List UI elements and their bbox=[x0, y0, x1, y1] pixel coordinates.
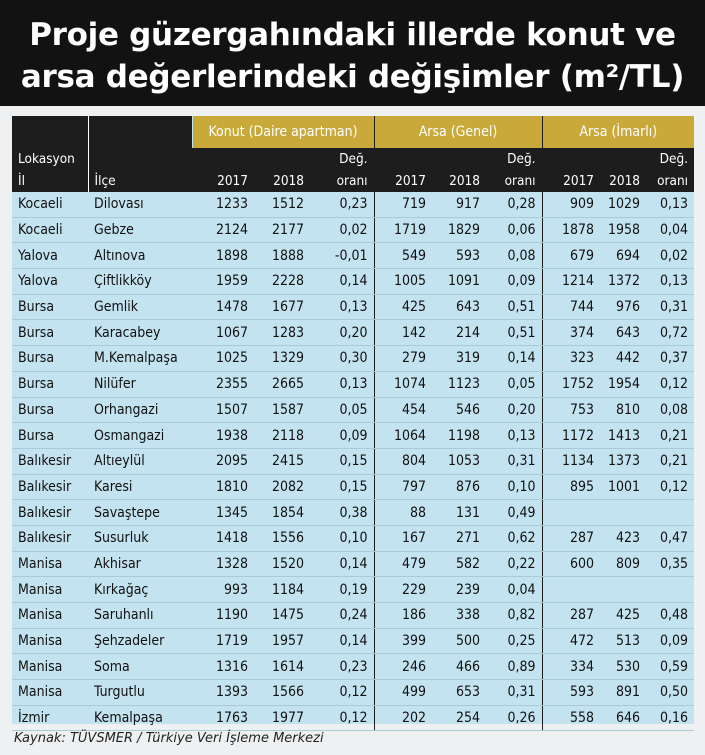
cell-imarli-2018: 1954 bbox=[600, 371, 646, 397]
cell-imarli-2018 bbox=[600, 577, 646, 603]
cell-arsa-oran: 0,89 bbox=[486, 654, 542, 680]
cell-konut-2018: 1677 bbox=[254, 294, 310, 320]
cell-arsa-oran: 0,25 bbox=[486, 628, 542, 654]
cell-arsa-2018: 643 bbox=[432, 294, 486, 320]
cell-il: Balıkesir bbox=[12, 525, 88, 551]
cell-imarli-oran: 0,02 bbox=[646, 243, 694, 269]
cell-imarli-2018: 1029 bbox=[600, 192, 646, 217]
cell-konut-oran: 0,15 bbox=[310, 448, 374, 474]
header-2017-imarli: 2017 bbox=[542, 169, 600, 192]
cell-konut-2017: 1938 bbox=[192, 423, 254, 449]
cell-konut-2018: 2177 bbox=[254, 217, 310, 243]
cell-imarli-2017: 374 bbox=[542, 320, 600, 346]
cell-arsa-2017: 1719 bbox=[374, 217, 432, 243]
corner-cell-1 bbox=[12, 116, 88, 148]
cell-il: Manisa bbox=[12, 654, 88, 680]
cell-imarli-2018: 1001 bbox=[600, 474, 646, 500]
cell-konut-oran: 0,13 bbox=[310, 371, 374, 397]
cell-arsa-2017: 229 bbox=[374, 577, 432, 603]
title-band bbox=[0, 0, 705, 106]
table-body bbox=[12, 192, 694, 731]
header-2018-imarli: 2018 bbox=[600, 169, 646, 192]
table-row bbox=[12, 551, 694, 577]
cell-konut-2017: 993 bbox=[192, 577, 254, 603]
corner-cell-2 bbox=[88, 116, 192, 148]
cell-konut-2017: 2095 bbox=[192, 448, 254, 474]
header-blank bbox=[254, 148, 310, 169]
cell-imarli-2017: 1878 bbox=[542, 217, 600, 243]
cell-imarli-oran: 0,35 bbox=[646, 551, 694, 577]
cell-konut-2017: 1959 bbox=[192, 269, 254, 295]
cell-arsa-2017: 549 bbox=[374, 243, 432, 269]
header-il: İl bbox=[12, 169, 88, 192]
cell-konut-oran: 0,12 bbox=[310, 680, 374, 706]
title-line-1: Proje güzergahındaki illerde konut ve bbox=[29, 17, 676, 53]
cell-konut-2018: 2118 bbox=[254, 423, 310, 449]
cell-imarli-oran: 0,48 bbox=[646, 603, 694, 629]
cell-imarli-oran: 0,12 bbox=[646, 371, 694, 397]
cell-arsa-oran: 0,06 bbox=[486, 217, 542, 243]
cell-imarli-oran: 0,31 bbox=[646, 294, 694, 320]
header-oran-konut: oranı bbox=[310, 169, 374, 192]
header-2018-konut: 2018 bbox=[254, 169, 310, 192]
cell-imarli-2018: 442 bbox=[600, 346, 646, 372]
cell-ilce: Akhisar bbox=[88, 551, 192, 577]
table-row bbox=[12, 243, 694, 269]
cell-imarli-2018: 1372 bbox=[600, 269, 646, 295]
cell-arsa-oran: 0,20 bbox=[486, 397, 542, 423]
cell-konut-2017: 2124 bbox=[192, 217, 254, 243]
table-row bbox=[12, 680, 694, 706]
cell-imarli-2017: 472 bbox=[542, 628, 600, 654]
cell-ilce: Nilüfer bbox=[88, 371, 192, 397]
cell-ilce: Karacabey bbox=[88, 320, 192, 346]
cell-il: Manisa bbox=[12, 577, 88, 603]
cell-konut-oran: 0,14 bbox=[310, 628, 374, 654]
table-row bbox=[12, 577, 694, 603]
cell-ilce: Orhangazi bbox=[88, 397, 192, 423]
cell-konut-2018: 1854 bbox=[254, 500, 310, 526]
cell-imarli-oran: 0,13 bbox=[646, 269, 694, 295]
table-row bbox=[12, 654, 694, 680]
cell-arsa-2018: 254 bbox=[432, 705, 486, 731]
cell-imarli-oran: 0,47 bbox=[646, 525, 694, 551]
table-row bbox=[12, 628, 694, 654]
cell-ilce: Dilovası bbox=[88, 192, 192, 217]
cell-arsa-2017: 399 bbox=[374, 628, 432, 654]
cell-konut-2017: 1507 bbox=[192, 397, 254, 423]
cell-imarli-oran: 0,50 bbox=[646, 680, 694, 706]
cell-arsa-2017: 1074 bbox=[374, 371, 432, 397]
cell-il: Balıkesir bbox=[12, 448, 88, 474]
cell-il: Balıkesir bbox=[12, 500, 88, 526]
cell-il: Bursa bbox=[12, 294, 88, 320]
cell-konut-2018: 1184 bbox=[254, 577, 310, 603]
header-blank bbox=[542, 148, 600, 169]
cell-konut-2018: 1475 bbox=[254, 603, 310, 629]
cell-imarli-2018: 694 bbox=[600, 243, 646, 269]
cell-konut-2017: 1393 bbox=[192, 680, 254, 706]
cell-arsa-2018: 1829 bbox=[432, 217, 486, 243]
cell-konut-2017: 1316 bbox=[192, 654, 254, 680]
table-row bbox=[12, 705, 694, 731]
cell-arsa-2017: 797 bbox=[374, 474, 432, 500]
cell-arsa-2017: 142 bbox=[374, 320, 432, 346]
cell-arsa-2018: 338 bbox=[432, 603, 486, 629]
cell-arsa-oran: 0,62 bbox=[486, 525, 542, 551]
cell-imarli-oran: 0,37 bbox=[646, 346, 694, 372]
cell-konut-2017: 1233 bbox=[192, 192, 254, 217]
cell-il: Kocaeli bbox=[12, 217, 88, 243]
cell-imarli-2018: 891 bbox=[600, 680, 646, 706]
cell-imarli-2018: 425 bbox=[600, 603, 646, 629]
cell-konut-2017: 1025 bbox=[192, 346, 254, 372]
cell-konut-2018: 1587 bbox=[254, 397, 310, 423]
cell-konut-2017: 1478 bbox=[192, 294, 254, 320]
table-panel bbox=[12, 116, 694, 727]
table-row bbox=[12, 448, 694, 474]
cell-arsa-2017: 479 bbox=[374, 551, 432, 577]
cell-il: Kocaeli bbox=[12, 192, 88, 217]
cell-konut-2017: 1190 bbox=[192, 603, 254, 629]
cell-konut-oran: 0,12 bbox=[310, 705, 374, 731]
cell-arsa-2017: 186 bbox=[374, 603, 432, 629]
cell-imarli-2017: 679 bbox=[542, 243, 600, 269]
cell-konut-oran: 0,24 bbox=[310, 603, 374, 629]
cell-il: Bursa bbox=[12, 397, 88, 423]
cell-imarli-2017: 895 bbox=[542, 474, 600, 500]
cell-ilce: Çiftlikköy bbox=[88, 269, 192, 295]
cell-ilce: Gebze bbox=[88, 217, 192, 243]
cell-ilce: Soma bbox=[88, 654, 192, 680]
cell-arsa-oran: 0,14 bbox=[486, 346, 542, 372]
cell-konut-2018: 1329 bbox=[254, 346, 310, 372]
group-header-arsa-imarli: Arsa (İmarlı) bbox=[542, 116, 694, 148]
cell-ilce: Savaştepe bbox=[88, 500, 192, 526]
cell-imarli-2017: 593 bbox=[542, 680, 600, 706]
group-header-arsa-genel: Arsa (Genel) bbox=[374, 116, 542, 148]
cell-ilce: Altıeylül bbox=[88, 448, 192, 474]
cell-konut-oran: 0,23 bbox=[310, 192, 374, 217]
cell-imarli-2018: 1373 bbox=[600, 448, 646, 474]
cell-imarli-oran: 0,13 bbox=[646, 192, 694, 217]
table-row bbox=[12, 269, 694, 295]
table-row bbox=[12, 423, 694, 449]
cell-il: Yalova bbox=[12, 243, 88, 269]
cell-il: Bursa bbox=[12, 371, 88, 397]
cell-arsa-oran: 0,22 bbox=[486, 551, 542, 577]
cell-arsa-oran: 0,28 bbox=[486, 192, 542, 217]
cell-konut-oran: -0,01 bbox=[310, 243, 374, 269]
cell-konut-2018: 1283 bbox=[254, 320, 310, 346]
cell-il: Bursa bbox=[12, 320, 88, 346]
data-table bbox=[12, 116, 694, 731]
header-deg-konut: Değ. bbox=[310, 148, 374, 169]
cell-konut-oran: 0,38 bbox=[310, 500, 374, 526]
header-oran-arsa: oranı bbox=[486, 169, 542, 192]
cell-konut-oran: 0,30 bbox=[310, 346, 374, 372]
cell-arsa-2017: 719 bbox=[374, 192, 432, 217]
cell-imarli-oran: 0,12 bbox=[646, 474, 694, 500]
cell-ilce: Osmangazi bbox=[88, 423, 192, 449]
cell-arsa-2017: 167 bbox=[374, 525, 432, 551]
cell-konut-2018: 2665 bbox=[254, 371, 310, 397]
cell-arsa-oran: 0,04 bbox=[486, 577, 542, 603]
header-deg-arsa: Değ. bbox=[486, 148, 542, 169]
cell-imarli-2018: 423 bbox=[600, 525, 646, 551]
header-blank bbox=[192, 148, 254, 169]
cell-imarli-oran: 0,21 bbox=[646, 448, 694, 474]
cell-arsa-2017: 1064 bbox=[374, 423, 432, 449]
header-2018-arsa: 2018 bbox=[432, 169, 486, 192]
cell-il: Manisa bbox=[12, 680, 88, 706]
cell-konut-oran: 0,14 bbox=[310, 551, 374, 577]
cell-arsa-oran: 0,10 bbox=[486, 474, 542, 500]
cell-imarli-oran bbox=[646, 577, 694, 603]
cell-konut-2018: 1512 bbox=[254, 192, 310, 217]
cell-arsa-2018: 1123 bbox=[432, 371, 486, 397]
table-row bbox=[12, 525, 694, 551]
table-row bbox=[12, 474, 694, 500]
cell-konut-2018: 1957 bbox=[254, 628, 310, 654]
cell-il: Manisa bbox=[12, 628, 88, 654]
cell-arsa-oran: 0,31 bbox=[486, 680, 542, 706]
cell-il: Yalova bbox=[12, 269, 88, 295]
cell-konut-2017: 1719 bbox=[192, 628, 254, 654]
header-2017-konut: 2017 bbox=[192, 169, 254, 192]
cell-imarli-2017: 558 bbox=[542, 705, 600, 731]
cell-imarli-2017: 753 bbox=[542, 397, 600, 423]
cell-arsa-2018: 917 bbox=[432, 192, 486, 217]
cell-ilce: Karesi bbox=[88, 474, 192, 500]
source-note: Kaynak: TÜVSMER / Türkiye Veri İşleme Merkezi bbox=[14, 731, 324, 746]
cell-arsa-2018: 876 bbox=[432, 474, 486, 500]
cell-konut-oran: 0,10 bbox=[310, 525, 374, 551]
cell-imarli-2018: 976 bbox=[600, 294, 646, 320]
cell-ilce: Gemlik bbox=[88, 294, 192, 320]
cell-konut-oran: 0,13 bbox=[310, 294, 374, 320]
title-line-2: arsa değerlerindeki değişimler (m²/TL) bbox=[20, 59, 685, 95]
table-row bbox=[12, 192, 694, 217]
cell-imarli-2018: 1413 bbox=[600, 423, 646, 449]
header-blank bbox=[374, 148, 432, 169]
cell-arsa-2017: 425 bbox=[374, 294, 432, 320]
cell-konut-oran: 0,23 bbox=[310, 654, 374, 680]
cell-konut-2017: 1328 bbox=[192, 551, 254, 577]
table-row bbox=[12, 294, 694, 320]
cell-konut-oran: 0,09 bbox=[310, 423, 374, 449]
cell-arsa-2018: 131 bbox=[432, 500, 486, 526]
header-2017-arsa: 2017 bbox=[374, 169, 432, 192]
cell-imarli-2017: 1752 bbox=[542, 371, 600, 397]
cell-imarli-2017: 323 bbox=[542, 346, 600, 372]
table-row bbox=[12, 346, 694, 372]
cell-imarli-2017: 334 bbox=[542, 654, 600, 680]
cell-konut-2018: 1556 bbox=[254, 525, 310, 551]
cell-imarli-oran: 0,04 bbox=[646, 217, 694, 243]
table-row bbox=[12, 397, 694, 423]
cell-konut-2017: 1898 bbox=[192, 243, 254, 269]
cell-imarli-oran: 0,09 bbox=[646, 628, 694, 654]
cell-arsa-2017: 804 bbox=[374, 448, 432, 474]
cell-konut-2017: 2355 bbox=[192, 371, 254, 397]
cell-imarli-oran: 0,59 bbox=[646, 654, 694, 680]
cell-konut-oran: 0,02 bbox=[310, 217, 374, 243]
cell-arsa-oran: 0,51 bbox=[486, 294, 542, 320]
header-blank bbox=[600, 148, 646, 169]
cell-imarli-2018: 810 bbox=[600, 397, 646, 423]
cell-imarli-2017: 600 bbox=[542, 551, 600, 577]
cell-arsa-oran: 0,82 bbox=[486, 603, 542, 629]
cell-arsa-2018: 1198 bbox=[432, 423, 486, 449]
cell-konut-oran: 0,20 bbox=[310, 320, 374, 346]
cell-imarli-2017: 1214 bbox=[542, 269, 600, 295]
cell-konut-2018: 2082 bbox=[254, 474, 310, 500]
cell-arsa-2018: 1091 bbox=[432, 269, 486, 295]
cell-arsa-2018: 1053 bbox=[432, 448, 486, 474]
cell-ilce: Kırkağaç bbox=[88, 577, 192, 603]
cell-konut-2017: 1763 bbox=[192, 705, 254, 731]
cell-arsa-2017: 499 bbox=[374, 680, 432, 706]
cell-il: Bursa bbox=[12, 423, 88, 449]
cell-arsa-oran: 0,05 bbox=[486, 371, 542, 397]
header-oran-imarli: oranı bbox=[646, 169, 694, 192]
cell-imarli-2017 bbox=[542, 500, 600, 526]
cell-arsa-oran: 0,51 bbox=[486, 320, 542, 346]
header-deg-imarli: Değ. bbox=[646, 148, 694, 169]
cell-imarli-2018: 530 bbox=[600, 654, 646, 680]
cell-arsa-oran: 0,09 bbox=[486, 269, 542, 295]
cell-imarli-2017: 1172 bbox=[542, 423, 600, 449]
cell-imarli-2018 bbox=[600, 500, 646, 526]
cell-imarli-2017: 287 bbox=[542, 603, 600, 629]
cell-arsa-2017: 88 bbox=[374, 500, 432, 526]
cell-konut-oran: 0,14 bbox=[310, 269, 374, 295]
cell-imarli-oran: 0,72 bbox=[646, 320, 694, 346]
group-header-konut: Konut (Daire apartman) bbox=[192, 116, 374, 148]
cell-konut-2018: 1614 bbox=[254, 654, 310, 680]
cell-arsa-2017: 202 bbox=[374, 705, 432, 731]
cell-il: Manisa bbox=[12, 603, 88, 629]
cell-konut-2018: 1888 bbox=[254, 243, 310, 269]
cell-arsa-oran: 0,26 bbox=[486, 705, 542, 731]
cell-arsa-2018: 319 bbox=[432, 346, 486, 372]
cell-konut-2017: 1418 bbox=[192, 525, 254, 551]
cell-arsa-oran: 0,13 bbox=[486, 423, 542, 449]
cell-arsa-2017: 279 bbox=[374, 346, 432, 372]
cell-arsa-2017: 1005 bbox=[374, 269, 432, 295]
cell-imarli-oran bbox=[646, 500, 694, 526]
cell-il: İzmir bbox=[12, 705, 88, 731]
cell-imarli-oran: 0,21 bbox=[646, 423, 694, 449]
cell-konut-oran: 0,19 bbox=[310, 577, 374, 603]
cell-arsa-2018: 466 bbox=[432, 654, 486, 680]
cell-ilce: Saruhanlı bbox=[88, 603, 192, 629]
cell-imarli-oran: 0,08 bbox=[646, 397, 694, 423]
table-row bbox=[12, 500, 694, 526]
cell-arsa-2018: 593 bbox=[432, 243, 486, 269]
cell-imarli-2018: 809 bbox=[600, 551, 646, 577]
cell-imarli-2017 bbox=[542, 577, 600, 603]
table-row bbox=[12, 217, 694, 243]
header-blank bbox=[88, 148, 192, 169]
cell-ilce: M.Kemalpaşa bbox=[88, 346, 192, 372]
cell-arsa-2018: 214 bbox=[432, 320, 486, 346]
cell-ilce: Kemalpaşa bbox=[88, 705, 192, 731]
table-row bbox=[12, 320, 694, 346]
cell-konut-2017: 1345 bbox=[192, 500, 254, 526]
cell-konut-2018: 1520 bbox=[254, 551, 310, 577]
cell-konut-2017: 1810 bbox=[192, 474, 254, 500]
cell-arsa-2018: 546 bbox=[432, 397, 486, 423]
cell-ilce: Turgutlu bbox=[88, 680, 192, 706]
cell-arsa-2018: 582 bbox=[432, 551, 486, 577]
cell-arsa-2018: 653 bbox=[432, 680, 486, 706]
cell-imarli-2017: 1134 bbox=[542, 448, 600, 474]
cell-konut-oran: 0,05 bbox=[310, 397, 374, 423]
cell-imarli-2018: 643 bbox=[600, 320, 646, 346]
cell-arsa-2017: 246 bbox=[374, 654, 432, 680]
cell-ilce: Susurluk bbox=[88, 525, 192, 551]
cell-imarli-2018: 1958 bbox=[600, 217, 646, 243]
cell-arsa-oran: 0,31 bbox=[486, 448, 542, 474]
cell-arsa-2018: 239 bbox=[432, 577, 486, 603]
cell-imarli-oran: 0,16 bbox=[646, 705, 694, 731]
cell-konut-2017: 1067 bbox=[192, 320, 254, 346]
cell-imarli-2017: 287 bbox=[542, 525, 600, 551]
cell-imarli-2018: 513 bbox=[600, 628, 646, 654]
cell-imarli-2017: 909 bbox=[542, 192, 600, 217]
cell-arsa-2018: 500 bbox=[432, 628, 486, 654]
cell-arsa-2017: 454 bbox=[374, 397, 432, 423]
cell-konut-2018: 1566 bbox=[254, 680, 310, 706]
cell-il: Bursa bbox=[12, 346, 88, 372]
cell-arsa-oran: 0,08 bbox=[486, 243, 542, 269]
cell-konut-2018: 2415 bbox=[254, 448, 310, 474]
cell-konut-2018: 1977 bbox=[254, 705, 310, 731]
cell-ilce: Altınova bbox=[88, 243, 192, 269]
header-lokasyon: Lokasyon bbox=[12, 148, 88, 169]
cell-konut-oran: 0,15 bbox=[310, 474, 374, 500]
cell-il: Balıkesir bbox=[12, 474, 88, 500]
table-row bbox=[12, 603, 694, 629]
cell-imarli-2017: 744 bbox=[542, 294, 600, 320]
cell-arsa-oran: 0,49 bbox=[486, 500, 542, 526]
cell-ilce: Şehzadeler bbox=[88, 628, 192, 654]
cell-il: Manisa bbox=[12, 551, 88, 577]
header-ilce: İlçe bbox=[88, 169, 192, 192]
cell-imarli-2018: 646 bbox=[600, 705, 646, 731]
header-blank bbox=[432, 148, 486, 169]
cell-konut-2018: 2228 bbox=[254, 269, 310, 295]
cell-arsa-2018: 271 bbox=[432, 525, 486, 551]
table-row bbox=[12, 371, 694, 397]
